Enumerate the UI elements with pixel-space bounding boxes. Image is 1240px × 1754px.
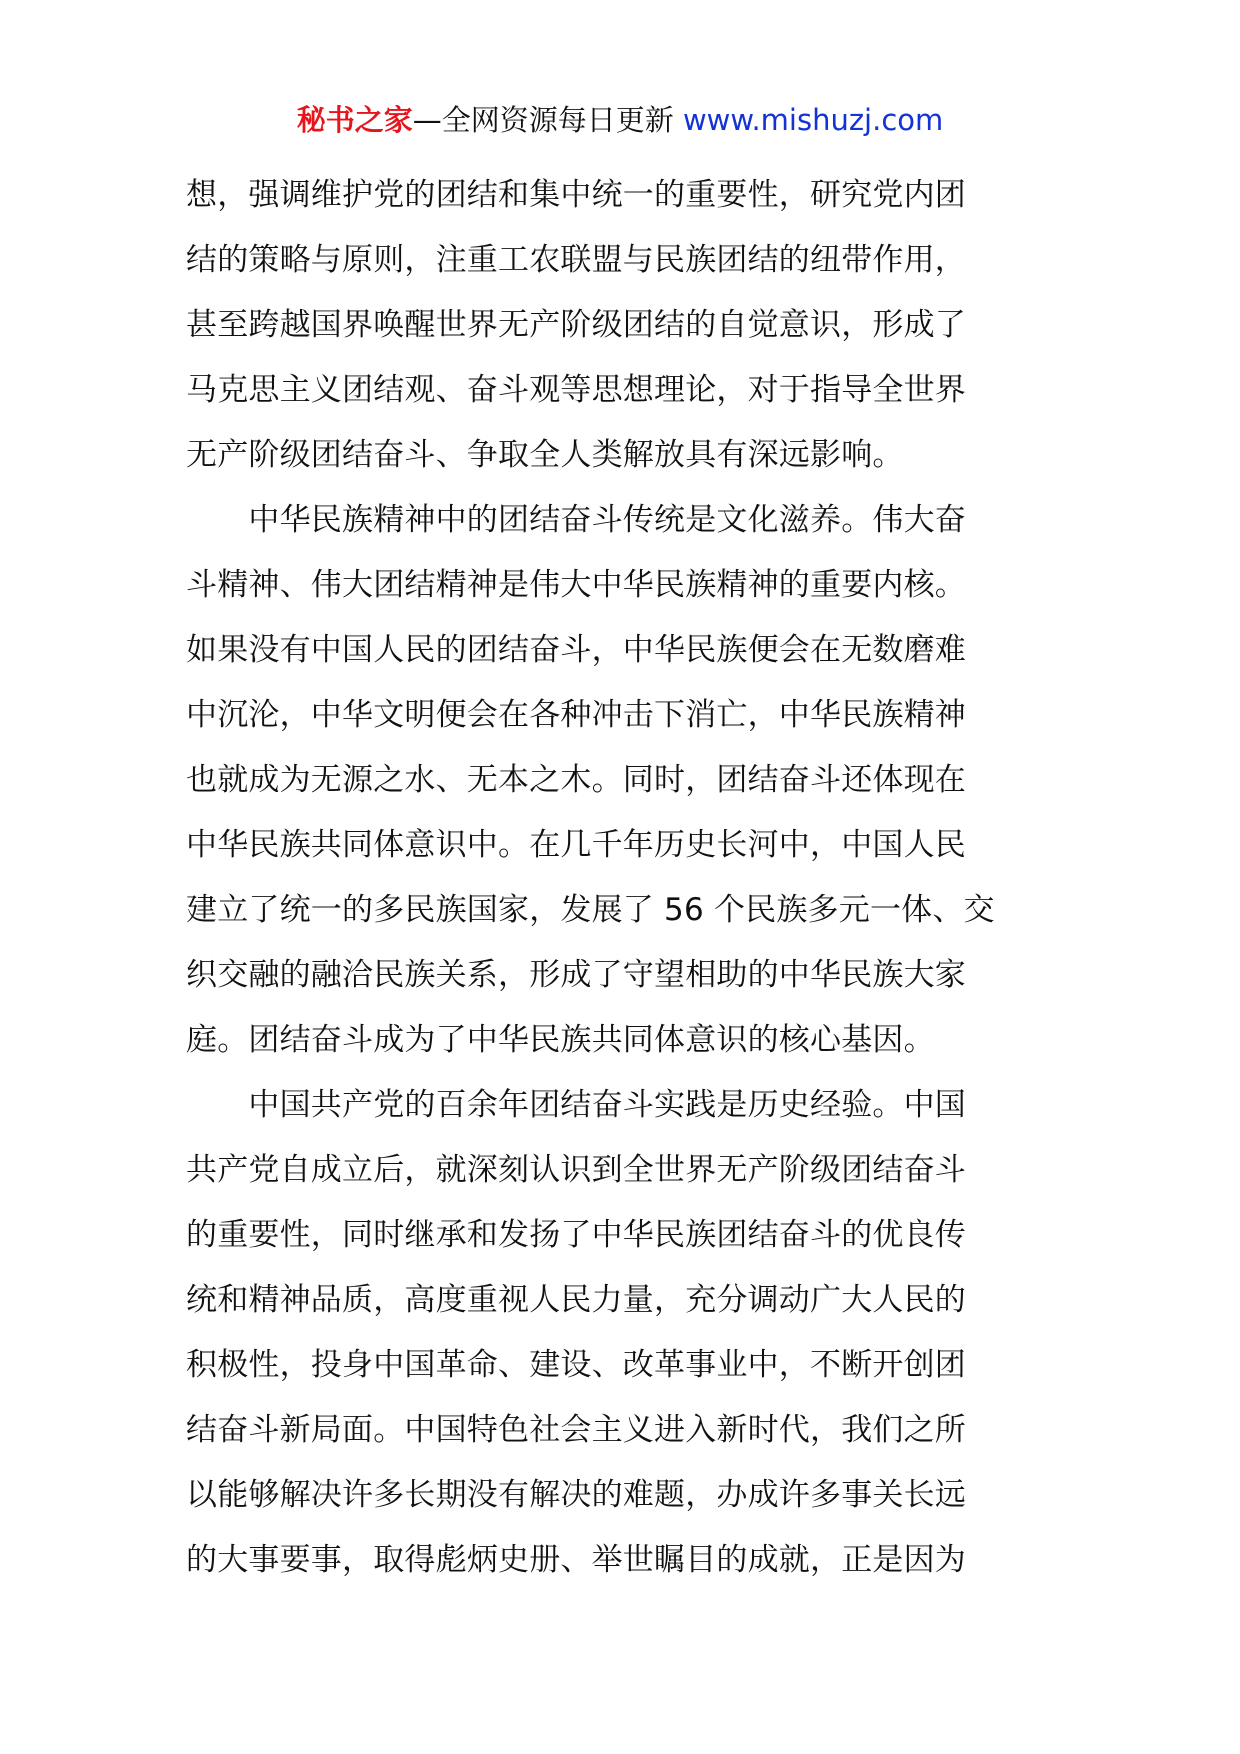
text-line: 中华民族精神中的团结奋斗传统是文化滋养。伟大奋: [186, 502, 966, 538]
text-line: 如果没有中国人民的团结奋斗，中华民族便会在无数磨难: [186, 632, 966, 668]
text-line: 统和精神品质，高度重视人民力量，充分调动广大人民的: [186, 1282, 966, 1318]
text-line: 马克思主义团结观、奋斗观等思想理论，对于指导全世界: [186, 372, 966, 408]
text-line: 庭。团结奋斗成为了中华民族共同体意识的核心基因。: [186, 1022, 935, 1058]
text-line: 无产阶级团结奋斗、争取全人类解放具有深远影响。: [186, 437, 904, 473]
text-line: 的大事要事，取得彪炳史册、举世瞩目的成就，正是因为: [186, 1542, 966, 1578]
text-line: 也就成为无源之水、无本之木。同时，团结奋斗还体现在: [186, 762, 966, 798]
text-line: 中华民族共同体意识中。在几千年历史长河中，中国人民: [186, 827, 966, 863]
document-body: [186, 163, 1056, 1593]
text-line: 建立了统一的多民族国家，发展了 56 个民族多元一体、交: [186, 892, 995, 928]
text-line: 积极性，投身中国革命、建设、改革事业中，不断开创团: [186, 1347, 966, 1383]
text-line: 的重要性，同时继承和发扬了中华民族团结奋斗的优良传: [186, 1217, 966, 1253]
paragraph: [186, 488, 1056, 1073]
text-line: 结奋斗新局面。中国特色社会主义进入新时代，我们之所: [186, 1412, 966, 1448]
text-line: 中沉沦，中华文明便会在各种冲击下消亡，中华民族精神: [186, 697, 966, 733]
text-line: 结的策略与原则，注重工农联盟与民族团结的纽带作用，: [186, 242, 966, 278]
text-line: 斗精神、伟大团结精神是伟大中华民族精神的重要内核。: [186, 567, 966, 603]
site-tagline: —全网资源每日更新: [412, 103, 683, 137]
text-line: 中国共产党的百余年团结奋斗实践是历史经验。中国: [186, 1087, 966, 1123]
paragraph: [186, 163, 1056, 488]
site-url-link[interactable]: www.mishuzj.com: [682, 103, 944, 137]
site-header: [0, 100, 1240, 140]
text-line: 共产党自成立后，就深刻认识到全世界无产阶级团结奋斗: [186, 1152, 966, 1188]
text-line: 以能够解决许多长期没有解决的难题，办成许多事关长远: [186, 1477, 966, 1513]
text-line: 甚至跨越国界唤醒世界无产阶级团结的自觉意识，形成了: [186, 307, 966, 343]
paragraph: [186, 1073, 1056, 1593]
site-brand: 秘书之家: [296, 103, 413, 137]
text-line: 想，强调维护党的团结和集中统一的重要性，研究党内团: [186, 177, 966, 213]
text-line: 织交融的融洽民族关系，形成了守望相助的中华民族大家: [186, 957, 966, 993]
